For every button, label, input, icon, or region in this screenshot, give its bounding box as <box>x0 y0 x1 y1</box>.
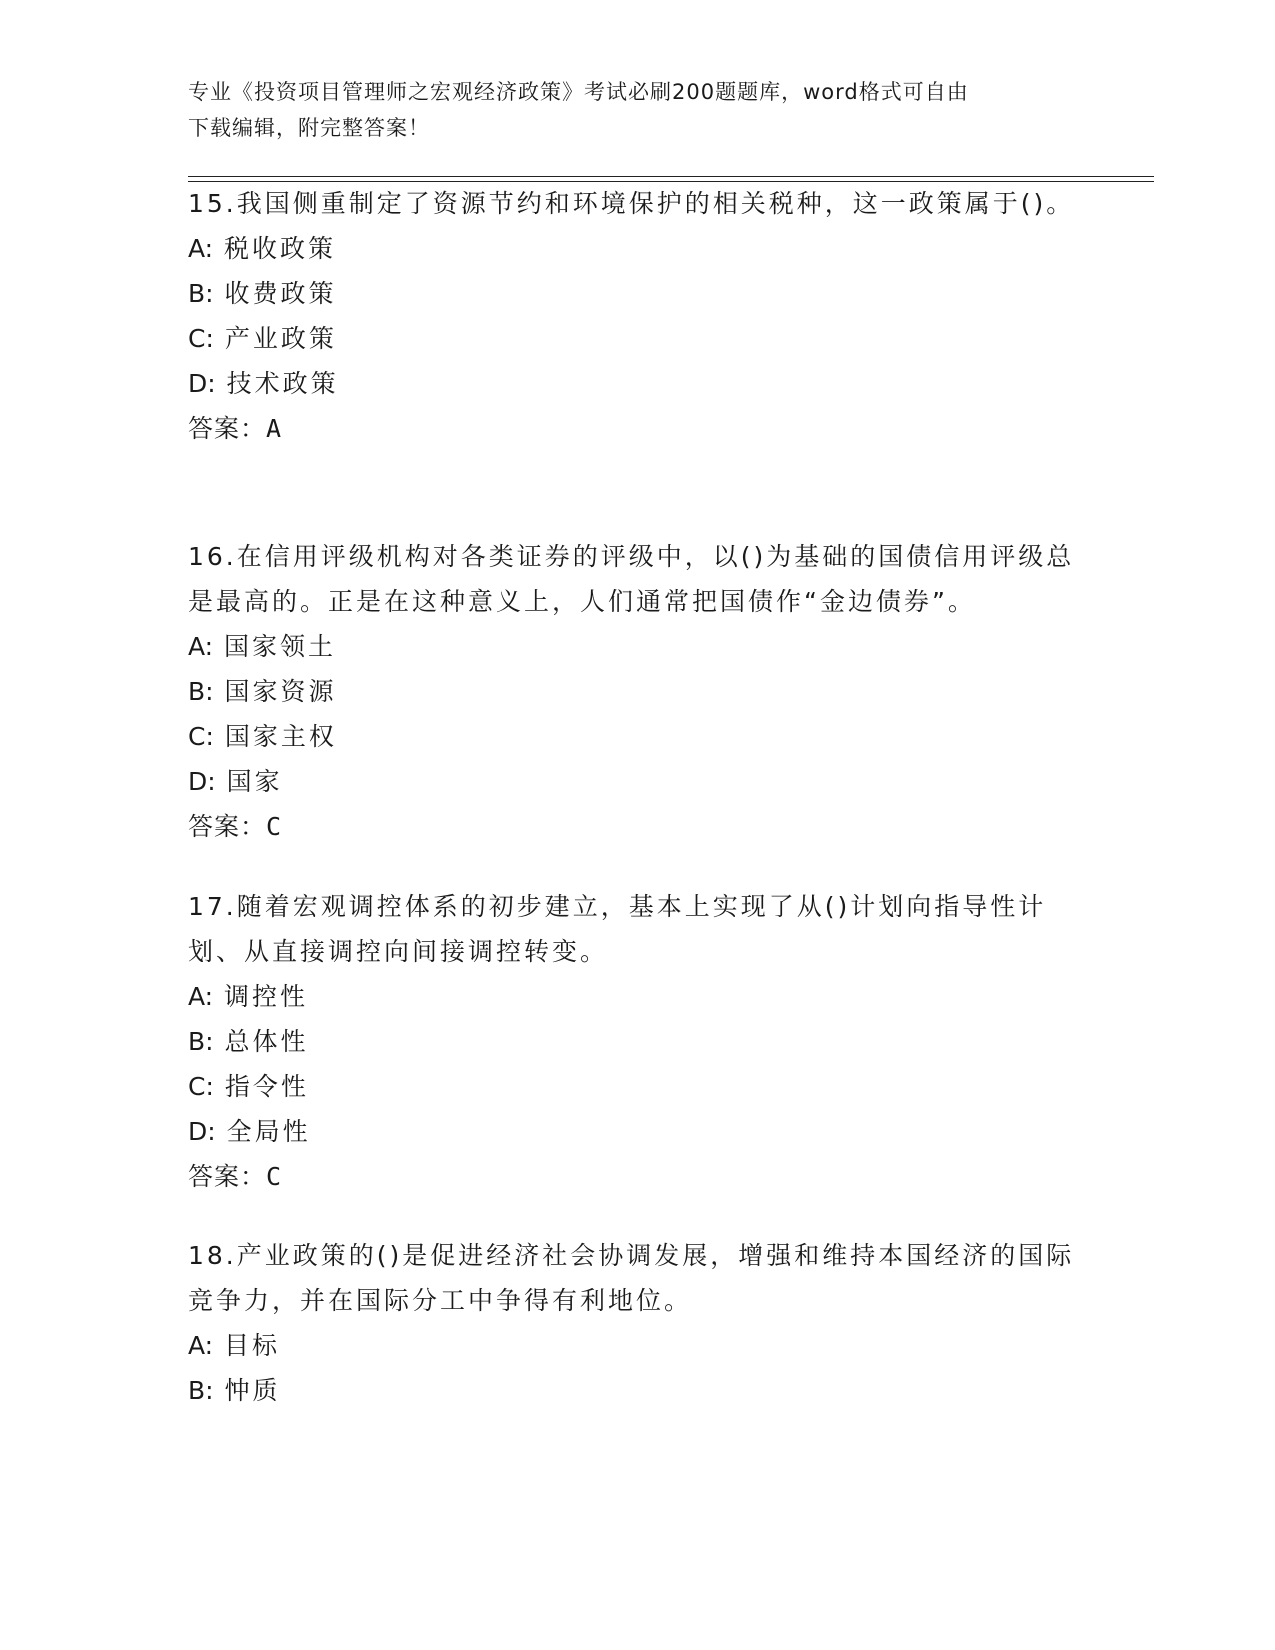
document-header <box>188 74 1088 146</box>
question-stem: 18.产业政策的()是促进经济社会协调发展，增强和维持本国经济的国际竞争力，并在国际分工中争得有利地位。 <box>188 1241 1075 1315</box>
option-a[interactable]: A: 国家领土 <box>188 632 337 661</box>
header-divider-top <box>188 176 1154 177</box>
option-a[interactable]: A: 调控性 <box>188 982 309 1011</box>
option-c[interactable]: C: 指令性 <box>188 1072 309 1101</box>
option-b[interactable]: B: 国家资源 <box>188 677 337 706</box>
option-a[interactable]: A: 税收政策 <box>188 234 337 263</box>
option-c[interactable]: C: 产业政策 <box>188 324 337 353</box>
answer: 答案：C <box>188 812 283 841</box>
answer-value: C <box>266 1162 283 1191</box>
question-18 <box>188 1233 1088 1413</box>
header-line-2: 下载编辑，附完整答案！ <box>188 116 430 140</box>
option-d[interactable]: D: 技术政策 <box>188 369 339 398</box>
option-b[interactable]: B: 忡质 <box>188 1376 281 1405</box>
answer-value: A <box>266 414 283 443</box>
header-line-1: 专业《投资项目管理师之宏观经济政策》考试必刷200题题库，word格式可自由 <box>188 80 969 104</box>
question-15 <box>188 181 1088 451</box>
question-stem: 16.在信用评级机构对各类证券的评级中，以()为基础的国债信用评级总是最高的。正是在这种意义上，人们通常把国债作“金边债券”。 <box>188 542 1075 616</box>
option-c[interactable]: C: 国家主权 <box>188 722 337 751</box>
option-b[interactable]: B: 总体性 <box>188 1027 309 1056</box>
question-16 <box>188 534 1088 849</box>
answer: 答案：A <box>188 414 283 443</box>
option-d[interactable]: D: 全局性 <box>188 1117 311 1146</box>
question-stem: 17.随着宏观调控体系的初步建立，基本上实现了从()计划向指导性计划、从直接调控向间接调控转变。 <box>188 892 1047 966</box>
option-b[interactable]: B: 收费政策 <box>188 279 337 308</box>
answer: 答案：C <box>188 1162 283 1191</box>
option-a[interactable]: A: 目标 <box>188 1331 281 1360</box>
option-d[interactable]: D: 国家 <box>188 767 283 796</box>
question-17 <box>188 884 1088 1199</box>
question-stem: 15.我国侧重制定了资源节约和环境保护的相关税种，这一政策属于()。 <box>188 189 1075 218</box>
answer-value: C <box>266 812 283 841</box>
